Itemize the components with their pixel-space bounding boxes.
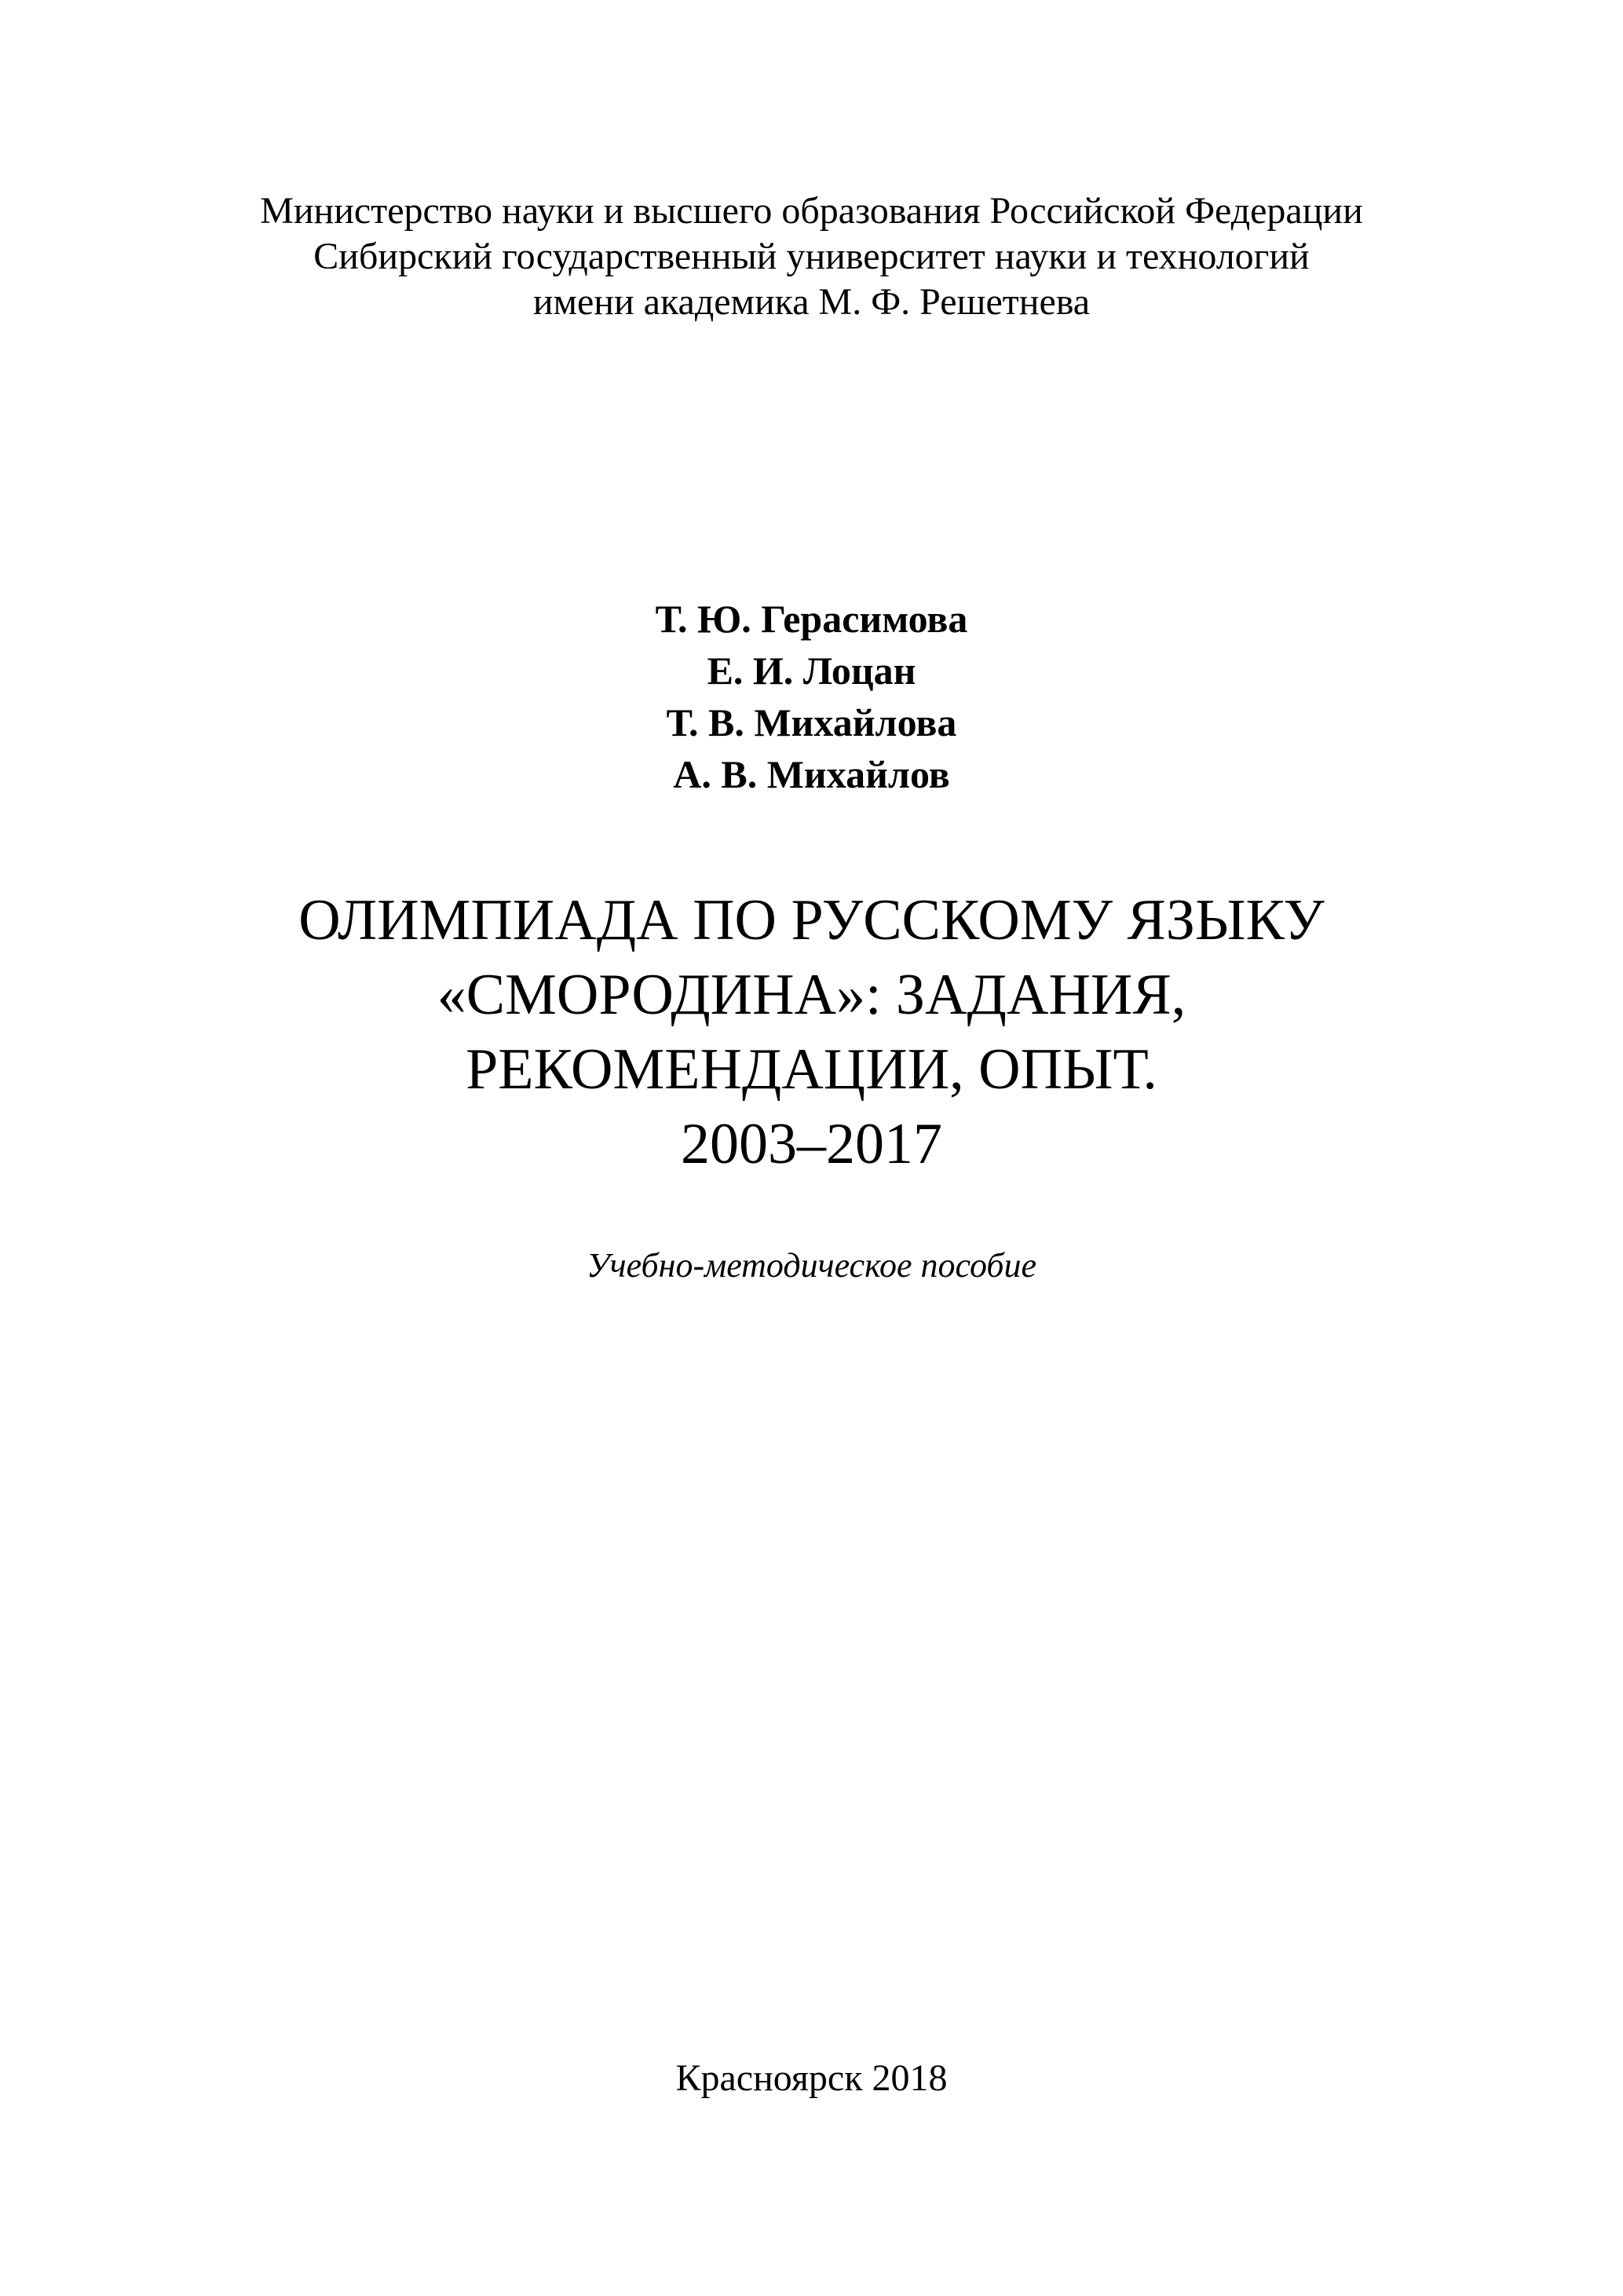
title-line: «СМОРОДИНА»: ЗАДАНИЯ, [437, 963, 1186, 1027]
author-name: А. В. Михайлов [673, 752, 950, 796]
organization-line: Министерство науки и высшего образования Российской Федерации [260, 190, 1363, 232]
document-title [0, 883, 1623, 1182]
author-name: Т. В. Михайлова [666, 700, 957, 744]
organization-line: имени академика М. Ф. Решетнева [532, 281, 1091, 323]
city-year: Красноярск 2018 [675, 2057, 948, 2099]
author-name: Т. Ю. Герасимова [655, 597, 968, 641]
organization-line: Сибирский государственный университет науки и технологий [313, 236, 1310, 277]
title-line: ОЛИМПИАДА ПО РУССКОМУ ЯЗЫКУ [298, 888, 1325, 952]
document-subtitle: Учебно-методическое пособие [586, 1246, 1037, 1285]
organization-header [0, 188, 1623, 325]
title-line: РЕКОМЕНДАЦИИ, ОПЫТ. [466, 1037, 1157, 1102]
author-name: Е. И. Лоцан [707, 649, 916, 693]
title-line: 2003–2017 [681, 1112, 942, 1176]
authors-list [0, 593, 1623, 800]
